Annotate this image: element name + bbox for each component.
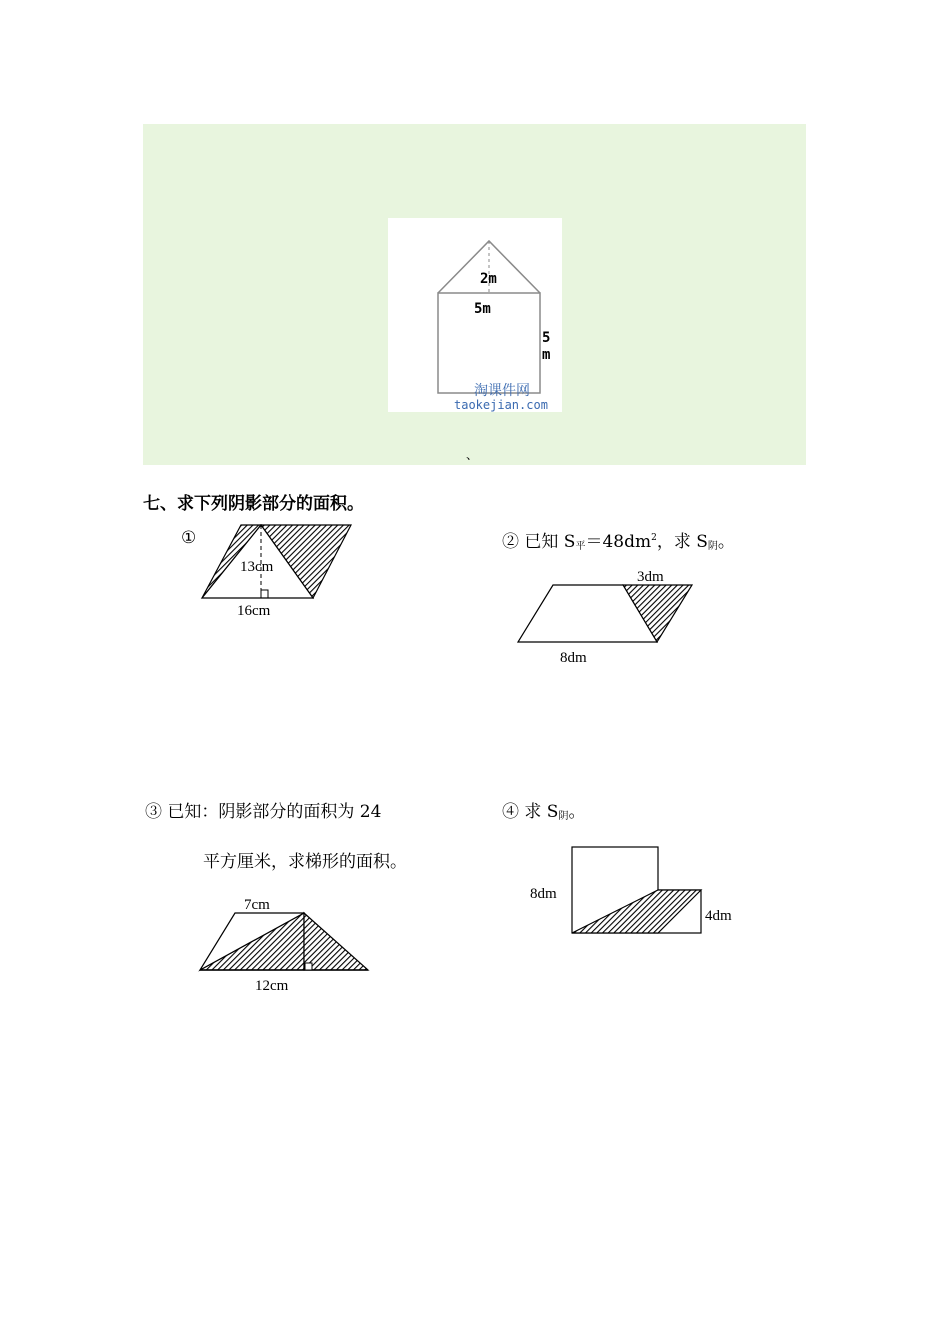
problem2-sup-b: 2 bbox=[651, 533, 657, 543]
problem2-text-c: ，求 S bbox=[656, 532, 708, 552]
problem3-top-label: 7cm bbox=[244, 897, 270, 913]
problem4-sub-a: 阴 bbox=[558, 811, 569, 822]
problem2-sub-a: 平 bbox=[575, 541, 586, 552]
problem1-figure bbox=[195, 520, 360, 630]
problem1-number: ① bbox=[181, 528, 197, 548]
problem4-text-b: 。 bbox=[568, 802, 586, 822]
house-diagram bbox=[388, 218, 562, 412]
problem4-text bbox=[502, 801, 585, 828]
problem3-base-label: 12cm bbox=[255, 978, 289, 994]
house-side-label-2: m bbox=[542, 347, 551, 363]
problem4-left-label: 8dm bbox=[530, 886, 557, 902]
problem2-base-label: 8dm bbox=[560, 650, 587, 666]
problem2-number: ② bbox=[502, 532, 519, 552]
problem3-number: ③ bbox=[145, 802, 162, 822]
problem3-line2: 平方厘米，求梯形的面积。 bbox=[203, 852, 407, 872]
problem2-text-b: ＝48dm bbox=[585, 532, 652, 552]
watermark-url: taokejian.com bbox=[454, 398, 548, 412]
problem2-figure bbox=[510, 565, 710, 675]
problem2-text bbox=[502, 527, 735, 558]
house-width-label: 5m bbox=[474, 301, 491, 317]
problem4-text-a: 求 S bbox=[524, 802, 559, 822]
problem1-height-label: 13cm bbox=[240, 559, 274, 575]
problem2-text-d: 。 bbox=[717, 532, 735, 552]
problem3-figure bbox=[195, 890, 380, 1000]
problem4-right-label: 4dm bbox=[705, 908, 732, 924]
problem3-line1-text: 已知：阴影部分的面积为 24 bbox=[167, 802, 382, 822]
watermark-cn: 淘课件网 bbox=[474, 383, 530, 399]
problem4-figure bbox=[525, 840, 745, 950]
problem2-text-a: 已知 S bbox=[524, 532, 576, 552]
house-side-label-1: 5 bbox=[542, 330, 551, 346]
stray-mark: 、 bbox=[466, 448, 479, 462]
problem1-base-label: 16cm bbox=[237, 603, 271, 619]
problem4-number: ④ bbox=[502, 802, 519, 822]
house-figure-image bbox=[388, 218, 562, 412]
problem2-sub-c: 阴 bbox=[707, 541, 718, 552]
section-heading: 七、求下列阴影部分的面积。 bbox=[143, 494, 364, 514]
problem3-line1 bbox=[145, 801, 381, 823]
problem2-top-label: 3dm bbox=[637, 569, 664, 585]
roof-height-label: 2m bbox=[480, 271, 497, 287]
